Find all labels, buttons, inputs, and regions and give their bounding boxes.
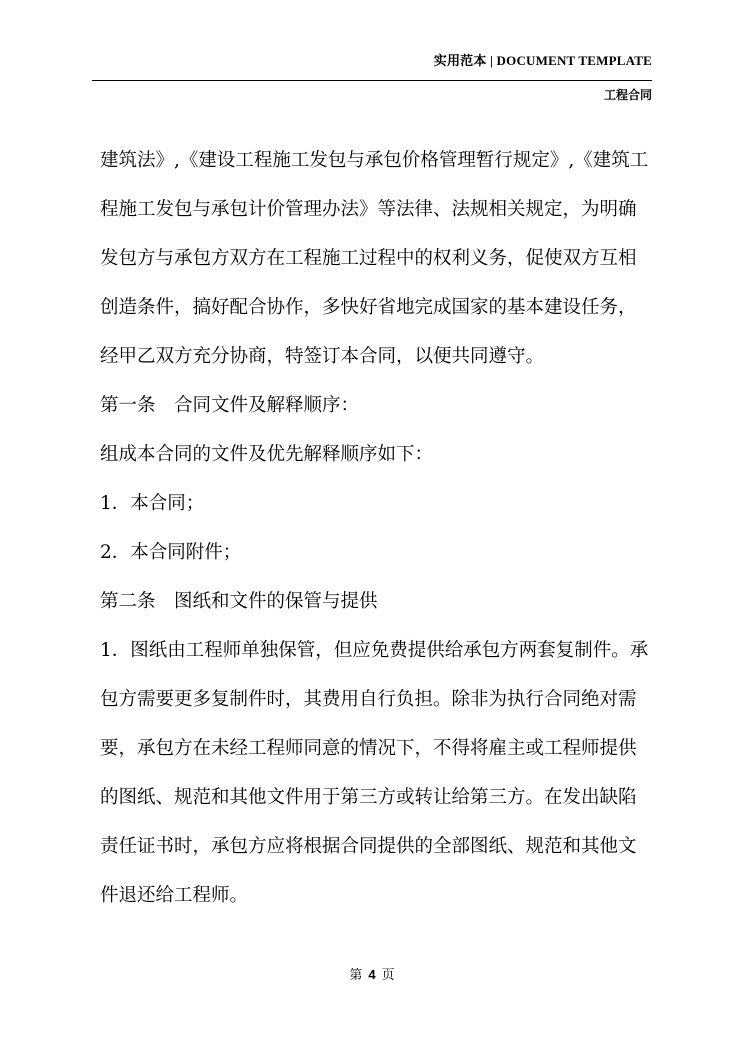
text-line: 的图纸、规范和其他文件用于第三方或转让给第三方。在发出缺陷 xyxy=(100,787,637,808)
text-line: 包方需要更多复制件时，其费用自行负担。除非为执行合同绝对需 xyxy=(100,689,637,710)
text-line: 要，承包方在未经工程师同意的情况下，不得将雇主或工程师提供 xyxy=(100,738,637,759)
text-line: 责任证书时，承包方应将根据合同提供的全部图纸、规范和其他文 xyxy=(100,836,637,857)
header-divider xyxy=(92,80,652,81)
text-line: 经甲乙双方充分协商，特签订本合同，以便共同遵守。 xyxy=(100,346,545,367)
page-number: 4 xyxy=(368,967,376,982)
text-line: 发包方与承包方双方在工程施工过程中的权利义务，促使双方互相 xyxy=(100,248,637,269)
header-title: 实用范本 | DOCUMENT TEMPLATE xyxy=(433,53,652,68)
article-heading: 第二条 图纸和文件的保管与提供 xyxy=(100,591,378,612)
list-item: 1．本合同； xyxy=(100,493,205,514)
footer-suffix: 页 xyxy=(381,968,395,983)
list-item: 2．本合同附件； xyxy=(100,542,242,563)
footer-prefix: 第 xyxy=(349,968,363,983)
header-subtitle: 工程合同 xyxy=(603,88,652,102)
body-text xyxy=(100,136,660,920)
article-heading: 第一条 合同文件及解释顺序： xyxy=(100,395,360,416)
page-footer xyxy=(0,964,744,983)
text-line: 建筑法》,《建设工程施工发包与承包价格管理暂行规定》,《建筑工 xyxy=(100,150,649,171)
text-line: 创造条件，搞好配合协作，多快好省地完成国家的基本建设任务， xyxy=(100,297,637,318)
text-line: 程施工发包与承包计价管理办法》等法律、法规相关规定，为明确 xyxy=(100,199,637,220)
text-line: 1．图纸由工程师单独保管，但应免费提供给承包方两套复制件。承 xyxy=(100,640,649,661)
text-line: 组成本合同的文件及优先解释顺序如下： xyxy=(100,444,434,465)
text-line: 件退还给工程师。 xyxy=(100,885,249,906)
